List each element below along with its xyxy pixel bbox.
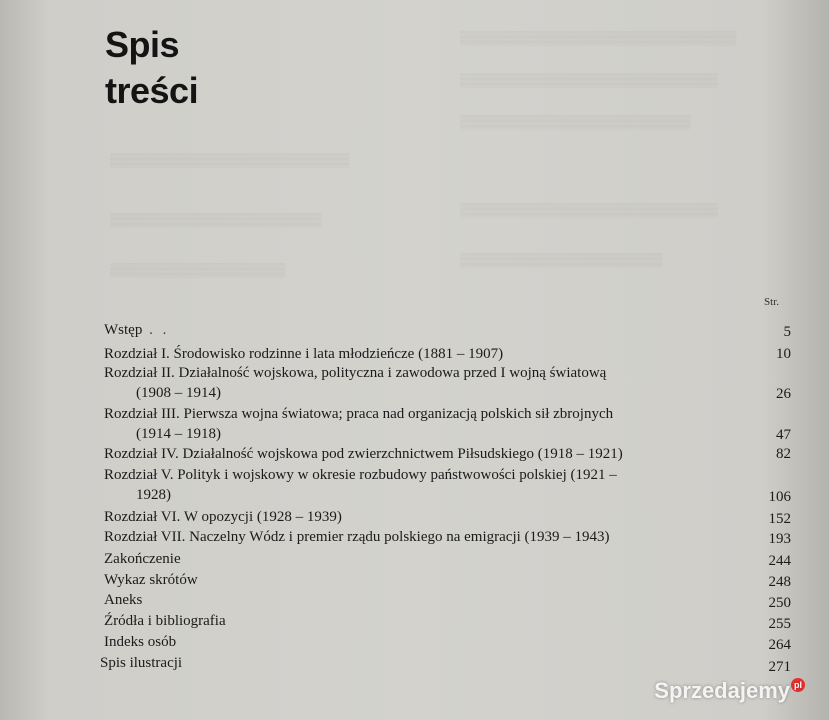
toc-entry-page: 47	[776, 427, 791, 443]
toc-entry-title: Rozdział III. Pierwsza wojna światowa; praca nad organizacją polskich sił zbrojnych	[104, 406, 614, 422]
bleed-through-text: ▒▒▒▒▒▒▒▒▒▒▒▒▒▒▒▒▒▒▒▒▒▒▒▒▒▒▒▒	[460, 72, 718, 87]
toc-entry-title: Rozdział I. Środowisko rodzinne i lata młodzieńcze (1881 – 1907)	[104, 346, 504, 362]
page-title-line-2: treści	[105, 70, 199, 111]
bleed-through-text: ▒▒▒▒▒▒▒▒▒▒▒▒▒▒▒▒▒▒▒	[110, 262, 285, 277]
toc-entry-title: Zakończenie	[104, 551, 181, 567]
toc-entry-title: Rozdział VII. Naczelny Wódz i premier rządu polskiego na emigracji (1939 – 1943)	[104, 529, 610, 545]
bleed-through-text: ▒▒▒▒▒▒▒▒▒▒▒▒▒▒▒▒▒▒▒▒▒▒▒▒▒▒▒▒▒▒	[460, 30, 737, 45]
toc-entry-page: 248	[768, 574, 791, 590]
bleed-through-text: ▒▒▒▒▒▒▒▒▒▒▒▒▒▒▒▒▒▒▒▒▒▒▒▒▒▒▒▒	[460, 202, 718, 217]
bleed-through-text: ▒▒▒▒▒▒▒▒▒▒▒▒▒▒▒▒▒▒▒▒▒▒	[460, 252, 663, 267]
toc-entry-page: 250	[768, 595, 791, 611]
toc-entry-title: Indeks osób	[104, 634, 177, 650]
toc-entry-subtitle: (1908 – 1914)	[136, 385, 221, 401]
toc-entry-subtitle: 1928)	[136, 487, 171, 503]
toc-entry-subtitle: (1914 – 1918)	[136, 426, 221, 442]
toc-entry-page: 244	[768, 553, 791, 569]
page-title-line-1: Spis	[105, 24, 180, 65]
bleed-through-text: ▒▒▒▒▒▒▒▒▒▒▒▒▒▒▒▒▒▒▒▒▒▒▒▒▒	[460, 114, 691, 129]
toc-entry-title: Aneks	[104, 592, 143, 608]
toc-entry-page: 106	[768, 489, 791, 505]
page-number-column-header: Str.	[764, 296, 779, 308]
bleed-through-text: ▒▒▒▒▒▒▒▒▒▒▒▒▒▒▒▒▒▒▒▒▒▒▒▒▒▒	[110, 152, 350, 167]
toc-entry-title: Rozdział VI. W opozycji (1928 – 1939)	[104, 509, 342, 525]
toc-entry-title: Wstęp . .	[104, 322, 170, 338]
toc-entry-title: Źródła i bibliografia	[104, 613, 226, 629]
toc-entry-page: 10	[776, 346, 791, 362]
toc-entry-page: 26	[776, 386, 791, 402]
toc-entry-page: 193	[768, 531, 791, 547]
watermark-logo: Sprzedajemy pl	[654, 678, 805, 704]
toc-entry-page: 255	[768, 616, 791, 632]
toc-entry-title: Rozdział II. Działalność wojskowa, polityczna i zawodowa przed I wojną światową	[104, 365, 607, 381]
toc-entry-title: Rozdział IV. Działalność wojskowa pod zwierzchnictwem Piłsudskiego (1918 – 1921)	[104, 446, 623, 462]
toc-entry-page: 271	[768, 659, 791, 675]
toc-entry-title: Rozdział V. Polityk i wojskowy w okresie rozbudowy państwowości polskiej (1921 –	[104, 467, 617, 483]
toc-entry-page: 152	[768, 511, 791, 527]
toc-entry-page: 264	[768, 637, 791, 653]
toc-entry-page: 5	[783, 324, 791, 340]
bleed-through-text: ▒▒▒▒▒▒▒▒▒▒▒▒▒▒▒▒▒▒▒▒▒▒▒	[110, 212, 322, 227]
toc-entry-title: Spis ilustracji	[100, 655, 183, 671]
toc-entry-page: 82	[776, 446, 791, 462]
toc-entry-title: Wykaz skrótów	[104, 572, 198, 588]
